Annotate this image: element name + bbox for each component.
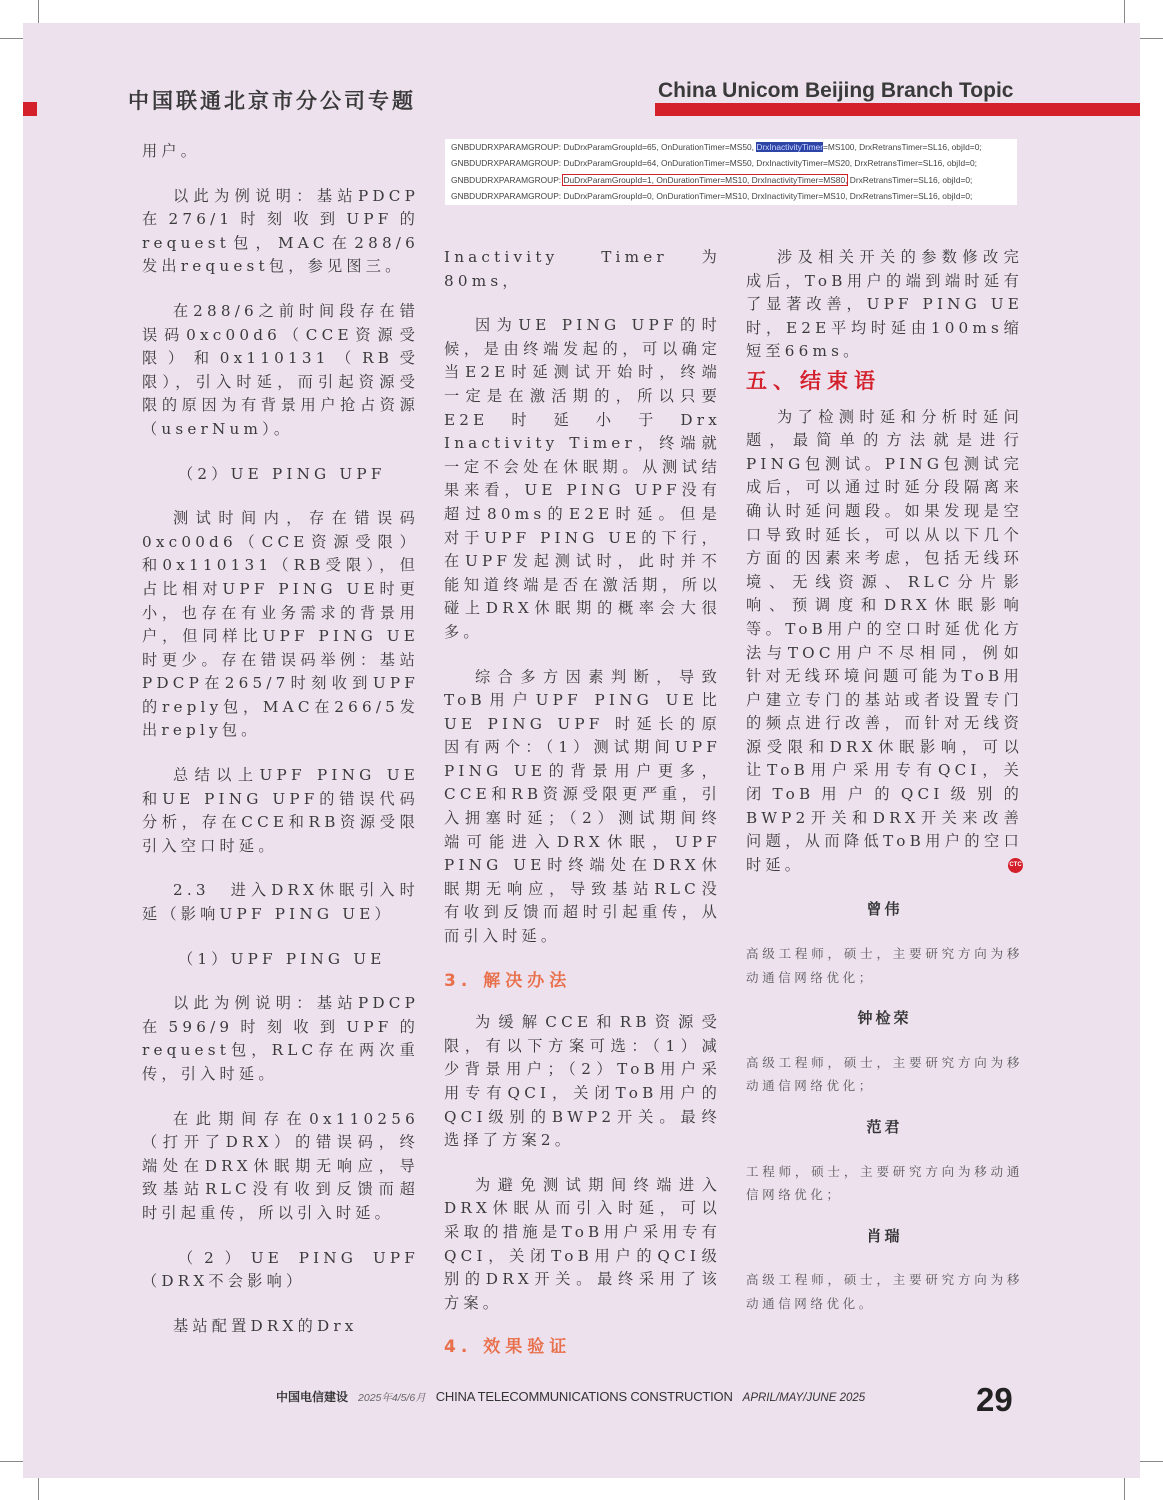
- section-heading-5: 五、结束语: [746, 368, 881, 393]
- paragraph: Inactivity Timer为80ms，: [444, 248, 721, 290]
- author-bio: 高级工程师，硕士，主要研究方向为移动通信网络优化。: [746, 1272, 1023, 1311]
- page-number: 29: [976, 1381, 1013, 1418]
- config-text: =MS100, DrxRetransTimer=SL16, objId=0;: [823, 142, 982, 152]
- author-name: 范君: [866, 1118, 903, 1136]
- author-bio: 高级工程师，硕士，主要研究方向为移动通信网络优化；: [746, 946, 1023, 985]
- conclusion-text: 为了检测时延和分析时延问题，最简单的方法就是进行PING包测试。PING包测试完成后，可以通过时延分段隔离来确认时延问题段。如果发现是空口导致时延长，可以从以下几个方面的因素来考虑，包括无线环境、无线资源、RLC分片影响、预调度和DRX休眠影响等。ToB用户的空口时延优化方法与TOC用户不尽相同，例如针对无线环境问题可能为ToB用户建立专门的基站或者设置专门的频点进行改善，而针对无线资源受限和DRX休眠影响，可以让ToB用户采用专有QCI，关闭ToB用户的QCI级别的BWP2开关和DRX开关来改善问题，从而降低ToB用户的空口时延。: [746, 407, 1023, 874]
- paragraph: 综合多方因素判断，导致ToB用户UPF PING UE比UE PING UPF 时延长的原因有两个：（1）测试期间UPF PING UE的背景用户更多，CCE和RB资源受限更严重，引入拥塞时延；（2）测试期间终端可能进入DRX休眠，UPF PING UE时终端处在DRX休眠期无响应，导致基站RLC没有收到反馈而超时引起重传，从而引入时延。: [444, 667, 721, 946]
- config-line: [445, 188, 1017, 204]
- config-boxed-highlight: DuDrxParamGroupId=1, OnDurationTimer=MS10, DrxInactivityTimer=MS80,: [563, 174, 848, 185]
- paragraph: 在此期间存在0x110256（打开了DRX）的错误码，终端处在DRX休眠期无响应，导致基站RLC没有收到反馈而超时引起重传，所以引入时延。: [142, 1109, 419, 1222]
- column-1: [142, 140, 419, 1359]
- paragraph: 用户。: [142, 142, 201, 160]
- section-heading-4: 4. 效果验证: [444, 1337, 572, 1358]
- footer-issue-en: APRIL/MAY/JUNE 2025: [742, 1392, 866, 1404]
- header-title-cn: 中国联通北京市分公司专题: [128, 89, 416, 113]
- paragraph: 以此为例说明：基站PDCP在276/1时刻收到UPF的request包，MAC在288/6发出request包，参见图三。: [142, 186, 419, 276]
- column-2: [444, 246, 721, 1378]
- config-line: [445, 155, 1017, 171]
- config-prefix: GNBDUDRXPARAMGROUP:: [451, 142, 564, 152]
- config-text: DuDrxParamGroupId=0, OnDurationTimer=MS10, DrxInactivityTimer=MS10, DrxRetransTimer=SL16, objId=0;: [563, 190, 973, 201]
- section-heading-2-3: 2.3 进入DRX休眠引入时延（影响UPF PING UE）: [142, 881, 419, 924]
- author-name: 肖瑞: [866, 1226, 903, 1245]
- subheading: （1）UPF PING UE: [178, 949, 386, 968]
- paragraph: 以此为例说明：基站PDCP在596/9时刻收到UPF的request包，RLC存在两次重传，引入时延。: [142, 994, 419, 1083]
- column-3: [746, 246, 1023, 1330]
- config-prefix: GNBDUDRXPARAMGROUP:: [451, 174, 564, 185]
- header-red-bar: [655, 103, 1140, 116]
- subheading: （2）UE PING UPF（DRX不会影响）: [142, 1248, 419, 1291]
- config-prefix: GNBDUDRXPARAMGROUP:: [451, 158, 564, 169]
- config-text: DuDrxParamGroupId=64, OnDurationTimer=MS50, DrxInactivityTimer=MS20, DrxRetransTimer=SL16, objId=0;: [563, 158, 978, 169]
- paragraph: 因为UE PING UPF的时候，是由终端发起的，可以确定当E2E时延测试开始时，终端一定是在激活期的，所以只要E2E时延小于Drx Inactivity Timer，终端就一定不会处在休眠期。从测试结果来看，UE PING UPF没有超过80ms的E2E时延。但是对于UPF PING UE的下行，在UPF发起测试时，此时并不能知道终端是否在激活期，所以碰上DRX休眠期的概率会大很多。: [444, 316, 721, 641]
- config-text: DrxRetransTimer=SL16, objId=0;: [847, 174, 973, 185]
- crop-mark: [1136, 1461, 1163, 1462]
- author-name: 钟检荣: [857, 1009, 912, 1028]
- config-figure: [445, 139, 1017, 205]
- config-text: DuDrxParamGroupId=65, OnDurationTimer=MS50,: [563, 142, 757, 152]
- paragraph: 为避免测试期间终端进入DRX休眠从而引入时延，可以采取的措施是ToB用户采用专有QCI，关闭ToB用户的QCI级别的DRX开关。最终采用了该方案。: [444, 1175, 721, 1312]
- section-heading-3: 3. 解决办法: [444, 970, 572, 991]
- footer-issue-cn: 2025年4/5/6月: [358, 1392, 426, 1404]
- subheading: （2）UE PING UPF: [178, 464, 386, 483]
- ctc-end-mark-icon: CTC: [1008, 858, 1023, 873]
- config-line: [445, 139, 1017, 155]
- paragraph: 在288/6之前时间段存在错误码0xc00d6（CCE资源受限）和0x110131（RB受限），引入时延，而引起资源受限的原因为有背景用户抢占资源（userNum）。: [142, 301, 419, 438]
- paragraph: 总结以上UPF PING UE和UE PING UPF的错误代码分析，存在CCE和RB资源受限引入空口时延。: [142, 766, 419, 855]
- paragraph: 为缓解CCE和RB资源受限，有以下方案可选：（1）减少背景用户；（2）ToB用户采用专有QCI，关闭ToB用户的QCI级别的BWP2开关。最终选择了方案2。: [444, 1013, 721, 1150]
- config-line: [445, 172, 1017, 188]
- header-title-en: China Unicom Beijing Branch Topic: [658, 79, 1014, 102]
- footer-journal-cn: 中国电信建设: [276, 1390, 349, 1404]
- footer-journal-en: CHINA TELECOMMUNICATIONS CONSTRUCTION: [435, 1389, 733, 1404]
- author-bio: 工程师，硕士，主要研究方向为移动通信网络优化；: [746, 1163, 1023, 1203]
- paragraph: 基站配置DRX的Drx: [173, 1316, 358, 1335]
- author-name: 曾伟: [866, 900, 903, 919]
- paragraph: 测试时间内，存在错误码0xc00d6（CCE资源受限）和0x110131（RB受限），但占比相对UPF PING UE时更小，也存在有业务需求的背景用户，但同样比UPF PING UE时更少。存在错误码举例：基站PDCP在265/7时刻收到UPF的reply包，MAC在266/5发出reply包。: [142, 509, 419, 740]
- paragraph: 涉及相关开关的参数修改完成后，ToB用户的端到端时延有了显著改善，UPF PING UE时，E2E平均时延由100ms缩短至66ms。: [746, 248, 1023, 361]
- config-highlight: DrxInactivityTimer: [756, 142, 824, 152]
- paragraph: [746, 406, 1023, 878]
- crop-mark: [1136, 38, 1163, 39]
- footer: [276, 1388, 865, 1405]
- author-bio: 高级工程师，硕士，主要研究方向为移动通信网络优化；: [746, 1054, 1023, 1094]
- config-prefix: GNBDUDRXPARAMGROUP:: [451, 190, 564, 201]
- header-red-marker: [23, 102, 37, 116]
